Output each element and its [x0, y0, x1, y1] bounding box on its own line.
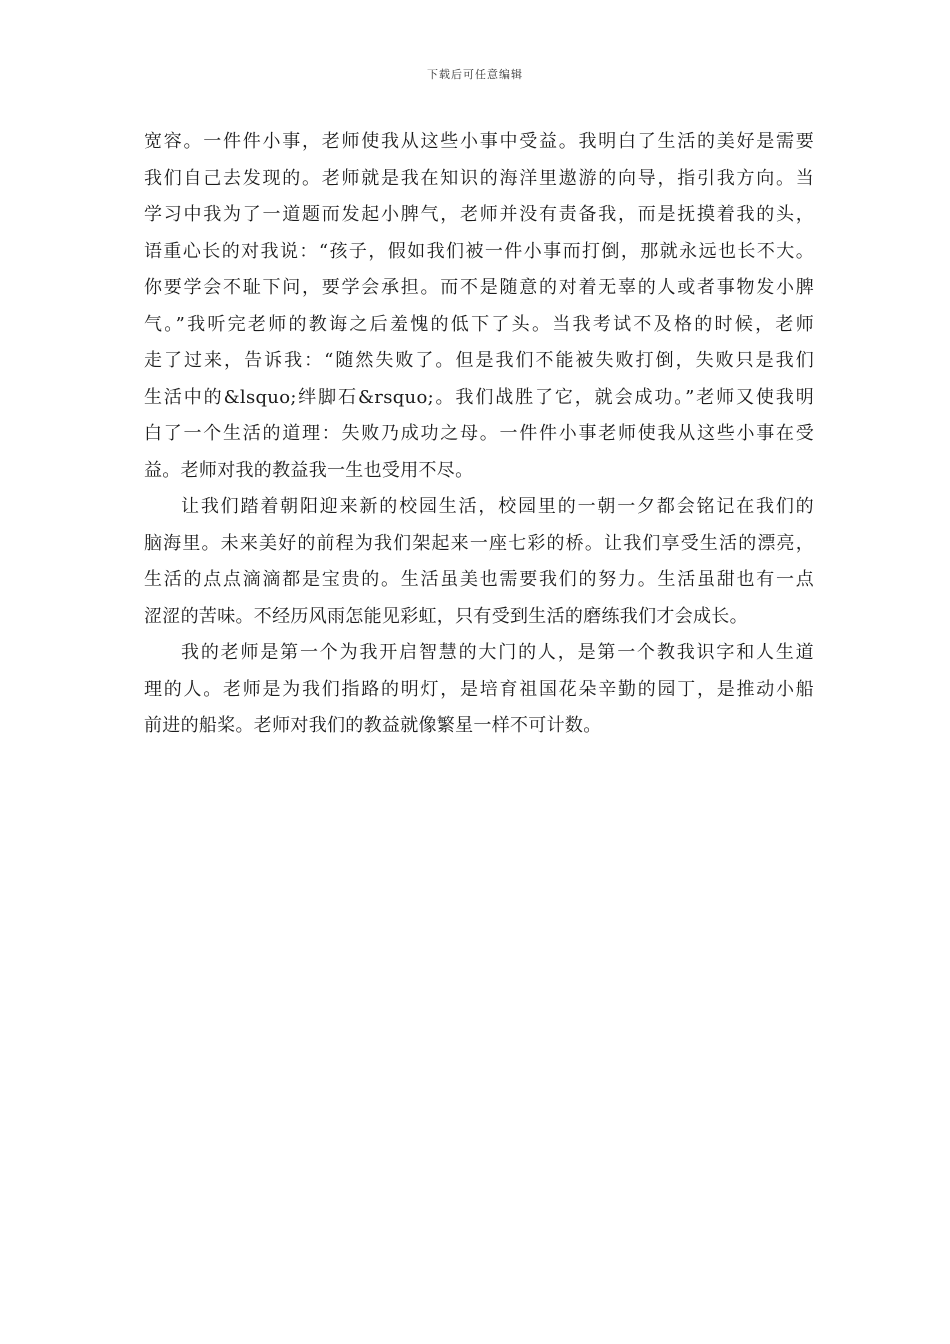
text-line: 前进的船桨。老师对我们的教益就像繁星一样不可计数。 [144, 715, 602, 736]
paragraph-1 [144, 124, 814, 489]
paragraph-2 [144, 489, 814, 635]
text-line: 生活的点点滴滴都是宝贵的。生活虽美也需要我们的努力。生活虽甜也有一点 [144, 569, 814, 590]
text-line: 我的老师是第一个为我开启智慧的大门的人，是第一个教我识字和人生道 [181, 642, 814, 663]
text-line: 让我们踏着朝阳迎来新的校园生活，校园里的一朝一夕都会铭记在我们的 [181, 496, 814, 517]
text-line: 白了一个生活的道理：失败乃成功之母。一件件小事老师使我从这些小事在受 [144, 423, 814, 444]
text-line: 涩涩的苦味。不经历风雨怎能见彩虹，只有受到生活的磨练我们才会成长。 [144, 605, 748, 627]
text-line: 气。”我听完老师的教诲之后羞愧的低下了头。当我考试不及格的时候，老师 [144, 313, 814, 335]
text-line: 语重心长的对我说：“孩子，假如我们被一件小事而打倒，那就永远也长不大。 [144, 240, 814, 262]
text-line: 我们自己去发现的。老师就是我在知识的海洋里遨游的向导，指引我方向。当 [144, 167, 814, 189]
text-line: 益。老师对我的教益我一生也受用不尽。 [144, 459, 474, 481]
text-line: 脑海里。未来美好的前程为我们架起来一座七彩的桥。让我们享受生活的漂亮， [144, 532, 814, 554]
text-line: 走了过来，告诉我：“随然失败了。但是我们不能被失败打倒，失败只是我们 [144, 350, 814, 371]
text-line: 理的人。老师是为我们指路的明灯，是培育祖国花朵辛勤的园丁，是推动小船 [144, 678, 814, 700]
text-line: 学习中我为了一道题而发起小脾气，老师并没有责备我，而是抚摸着我的头， [144, 204, 814, 225]
text-line: 宽容。一件件小事，老师使我从这些小事中受益。我明白了生活的美好是需要 [144, 131, 814, 152]
page-header: 下载后可任意编辑 [427, 68, 523, 81]
text-line: 生活中的&lsquo;绊脚石&rsquo;。我们战胜了它，就会成功。”老师又使我明 [144, 386, 814, 408]
text-line: 你要学会不耻下问，要学会承担。而不是随意的对着无辜的人或者事物发小脾 [144, 277, 814, 298]
paragraph-3 [144, 635, 814, 745]
document-body [144, 124, 814, 745]
